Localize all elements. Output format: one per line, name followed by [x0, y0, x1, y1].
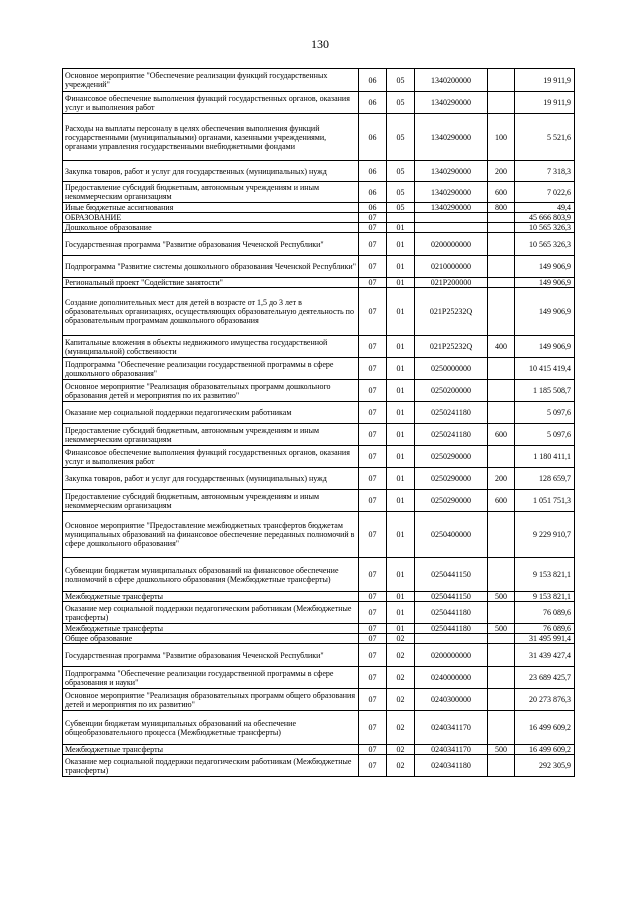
row-subsection: 02	[387, 689, 415, 711]
row-amount: 149 906,9	[515, 288, 575, 336]
row-subsection: 02	[387, 634, 415, 644]
row-name: Подпрограмма "Развитие системы дошкольного образования Чеченской Республики"	[63, 256, 359, 278]
row-amount: 9 153 821,1	[515, 592, 575, 602]
row-expense-type	[488, 233, 515, 256]
row-expense-type: 500	[488, 592, 515, 602]
row-name: Закупка товаров, работ и услуг для государственных (муниципальных) нужд	[63, 161, 359, 182]
table-row	[63, 114, 575, 161]
row-name: Основное мероприятие "Обеспечение реализации функций государственных учреждений"	[63, 69, 359, 92]
row-subsection: 01	[387, 233, 415, 256]
table-row	[63, 512, 575, 558]
row-expense-type	[488, 288, 515, 336]
row-target-article: 1340290000	[415, 161, 488, 182]
row-expense-type: 500	[488, 624, 515, 634]
row-target-article: 021P200000	[415, 278, 488, 288]
row-amount: 7 022,6	[515, 182, 575, 203]
row-amount: 149 906,9	[515, 336, 575, 358]
row-target-article: 0240000000	[415, 667, 488, 689]
row-name: Оказание мер социальной поддержки педагогическим работникам	[63, 402, 359, 424]
table-row	[63, 182, 575, 203]
row-amount: 10 415 419,4	[515, 358, 575, 380]
table-row	[63, 490, 575, 512]
row-expense-type	[488, 402, 515, 424]
row-expense-type	[488, 223, 515, 233]
row-expense-type	[488, 380, 515, 402]
row-expense-type: 600	[488, 424, 515, 446]
budget-table	[62, 68, 575, 777]
row-subsection: 02	[387, 745, 415, 755]
row-amount: 49,4	[515, 203, 575, 213]
row-subsection: 02	[387, 667, 415, 689]
row-expense-type: 600	[488, 490, 515, 512]
row-amount: 76 089,6	[515, 624, 575, 634]
row-target-article: 0240341170	[415, 745, 488, 755]
row-subsection: 01	[387, 624, 415, 634]
row-expense-type	[488, 213, 515, 223]
row-section: 07	[359, 644, 387, 667]
table-row	[63, 288, 575, 336]
row-name: Предоставление субсидий бюджетным, автономным учреждениям и иным некоммерческим организациям	[63, 424, 359, 446]
row-expense-type	[488, 644, 515, 667]
row-target-article: 0250200000	[415, 380, 488, 402]
row-amount: 31 439 427,4	[515, 644, 575, 667]
row-target-article: 0250241180	[415, 402, 488, 424]
row-target-article: 0210000000	[415, 256, 488, 278]
row-amount: 76 089,6	[515, 602, 575, 624]
row-section: 07	[359, 592, 387, 602]
row-expense-type	[488, 278, 515, 288]
row-section: 06	[359, 182, 387, 203]
row-subsection: 01	[387, 256, 415, 278]
row-section: 07	[359, 336, 387, 358]
table-row	[63, 689, 575, 711]
row-expense-type	[488, 689, 515, 711]
row-subsection: 05	[387, 92, 415, 114]
row-section: 07	[359, 278, 387, 288]
row-expense-type	[488, 358, 515, 380]
table-row	[63, 92, 575, 114]
row-target-article: 0200000000	[415, 644, 488, 667]
row-target-article	[415, 213, 488, 223]
table-row	[63, 711, 575, 745]
table-row	[63, 256, 575, 278]
row-target-article	[415, 223, 488, 233]
row-name: Расходы на выплаты персоналу в целях обеспечения выполнения функций государственными (муниципальными) органами, казенными учреждениями, органами управления государственными внебюджетными фондами	[63, 114, 359, 161]
row-section: 07	[359, 602, 387, 624]
row-subsection: 05	[387, 161, 415, 182]
table-row	[63, 667, 575, 689]
table-row	[63, 161, 575, 182]
table-row	[63, 558, 575, 592]
row-subsection: 02	[387, 755, 415, 777]
row-section: 07	[359, 711, 387, 745]
row-section: 07	[359, 233, 387, 256]
row-subsection: 05	[387, 114, 415, 161]
table-row	[63, 468, 575, 490]
row-amount: 9 153 821,1	[515, 558, 575, 592]
row-section: 07	[359, 755, 387, 777]
row-name: Основное мероприятие "Реализация образовательных программ общего образования детей и мероприятия по их развитию"	[63, 689, 359, 711]
row-amount: 19 911,9	[515, 92, 575, 114]
row-amount: 292 305,9	[515, 755, 575, 777]
table-row	[63, 402, 575, 424]
row-expense-type	[488, 711, 515, 745]
row-target-article: 0250400000	[415, 512, 488, 558]
row-subsection: 01	[387, 558, 415, 592]
row-section: 07	[359, 689, 387, 711]
row-name: Субвенции бюджетам муниципальных образований на обеспечение общеобразовательного процесса (Межбюджетные трансферты)	[63, 711, 359, 745]
row-amount: 23 689 425,7	[515, 667, 575, 689]
row-name: Основное мероприятие "Предоставление межбюджетных трансфертов бюджетам муниципальных образований на финансовое обеспечение переданных полномочий в сфере дошкольного образования"	[63, 512, 359, 558]
row-expense-type: 200	[488, 468, 515, 490]
row-subsection	[387, 213, 415, 223]
row-amount: 149 906,9	[515, 256, 575, 278]
row-section: 06	[359, 161, 387, 182]
table-row	[63, 446, 575, 468]
row-amount: 20 273 876,3	[515, 689, 575, 711]
row-expense-type	[488, 512, 515, 558]
row-amount: 5 521,6	[515, 114, 575, 161]
row-target-article: 0250000000	[415, 358, 488, 380]
table-row	[63, 223, 575, 233]
row-expense-type: 400	[488, 336, 515, 358]
table-row	[63, 755, 575, 777]
row-expense-type	[488, 634, 515, 644]
row-name: Создание дополнительных мест для детей в возрасте от 1,5 до 3 лет в образовательных организациях, осуществляющих образовательную деятельность по образовательным программам дошкольного образования	[63, 288, 359, 336]
row-target-article: 0250441150	[415, 558, 488, 592]
row-subsection: 05	[387, 203, 415, 213]
table-row	[63, 203, 575, 213]
table-row	[63, 424, 575, 446]
row-subsection: 01	[387, 358, 415, 380]
row-subsection: 01	[387, 468, 415, 490]
row-section: 06	[359, 203, 387, 213]
row-target-article: 021P25232Q	[415, 288, 488, 336]
row-target-article: 0250290000	[415, 468, 488, 490]
row-section: 07	[359, 446, 387, 468]
row-name: Общее образование	[63, 634, 359, 644]
row-expense-type	[488, 256, 515, 278]
row-subsection: 01	[387, 446, 415, 468]
table-row	[63, 624, 575, 634]
table-row	[63, 602, 575, 624]
row-amount: 1 185 508,7	[515, 380, 575, 402]
table-row	[63, 745, 575, 755]
table-row	[63, 358, 575, 380]
row-name: Государственная программа "Развитие образования Чеченской Республики"	[63, 233, 359, 256]
row-name: Оказание мер социальной поддержки педагогическим работникам (Межбюджетные трансферты)	[63, 755, 359, 777]
table-row	[63, 644, 575, 667]
row-subsection: 01	[387, 288, 415, 336]
row-target-article: 1340290000	[415, 203, 488, 213]
row-expense-type	[488, 92, 515, 114]
row-section: 07	[359, 424, 387, 446]
row-subsection: 01	[387, 592, 415, 602]
row-expense-type	[488, 558, 515, 592]
row-target-article: 0240341180	[415, 755, 488, 777]
row-name: Предоставление субсидий бюджетным, автономным учреждениям и иным некоммерческим организациям	[63, 182, 359, 203]
row-name: Подпрограмма "Обеспечение реализации государственной программы в сфере дошкольного образования"	[63, 358, 359, 380]
row-expense-type: 500	[488, 745, 515, 755]
row-amount: 10 565 326,3	[515, 223, 575, 233]
row-section: 07	[359, 288, 387, 336]
row-name: Региональный проект "Содействие занятости"	[63, 278, 359, 288]
table-row	[63, 213, 575, 223]
row-expense-type: 100	[488, 114, 515, 161]
table-row	[63, 380, 575, 402]
row-name: Закупка товаров, работ и услуг для государственных (муниципальных) нужд	[63, 468, 359, 490]
row-name: Предоставление субсидий бюджетным, автономным учреждениям и иным некоммерческим организациям	[63, 490, 359, 512]
row-expense-type: 200	[488, 161, 515, 182]
row-amount: 1 180 411,1	[515, 446, 575, 468]
row-name: Капитальные вложения в объекты недвижимого имущества государственной (муниципальной) собственности	[63, 336, 359, 358]
row-amount: 7 318,3	[515, 161, 575, 182]
row-expense-type	[488, 667, 515, 689]
row-amount: 16 499 609,2	[515, 745, 575, 755]
row-subsection: 01	[387, 402, 415, 424]
table-row	[63, 634, 575, 644]
row-amount: 1 051 751,3	[515, 490, 575, 512]
row-target-article: 1340290000	[415, 182, 488, 203]
row-subsection: 01	[387, 424, 415, 446]
row-amount: 128 659,7	[515, 468, 575, 490]
row-section: 07	[359, 490, 387, 512]
row-section: 07	[359, 223, 387, 233]
row-amount: 16 499 609,2	[515, 711, 575, 745]
row-target-article: 021P25232Q	[415, 336, 488, 358]
row-section: 07	[359, 512, 387, 558]
row-name: Дошкольное образование	[63, 223, 359, 233]
row-expense-type: 600	[488, 182, 515, 203]
row-subsection: 01	[387, 336, 415, 358]
row-target-article: 0250441180	[415, 602, 488, 624]
row-target-article: 1340290000	[415, 114, 488, 161]
row-name: Иные бюджетные ассигнования	[63, 203, 359, 213]
row-expense-type	[488, 755, 515, 777]
row-subsection: 01	[387, 512, 415, 558]
row-section: 07	[359, 558, 387, 592]
row-name: Субвенции бюджетам муниципальных образований на финансовое обеспечение полномочий в сфере дошкольного образования (Межбюджетные трансферты)	[63, 558, 359, 592]
row-subsection: 01	[387, 490, 415, 512]
row-section: 06	[359, 114, 387, 161]
row-name: Подпрограмма "Обеспечение реализации государственной программы в сфере образования и науки"	[63, 667, 359, 689]
row-subsection: 01	[387, 380, 415, 402]
row-target-article: 0250290000	[415, 446, 488, 468]
row-section: 06	[359, 92, 387, 114]
row-amount: 31 495 991,4	[515, 634, 575, 644]
row-amount: 10 565 326,3	[515, 233, 575, 256]
row-target-article: 0240341170	[415, 711, 488, 745]
row-amount: 9 229 910,7	[515, 512, 575, 558]
row-section: 07	[359, 380, 387, 402]
row-amount: 5 097,6	[515, 424, 575, 446]
row-amount: 149 906,9	[515, 278, 575, 288]
row-name: Финансовое обеспечение выполнения функций государственных органов, оказания услуг и выполнения работ	[63, 446, 359, 468]
row-section: 06	[359, 69, 387, 92]
row-target-article: 0200000000	[415, 233, 488, 256]
row-amount: 19 911,9	[515, 69, 575, 92]
row-section: 07	[359, 468, 387, 490]
row-subsection: 01	[387, 602, 415, 624]
table-row	[63, 69, 575, 92]
table-row	[63, 592, 575, 602]
row-target-article: 0250241180	[415, 424, 488, 446]
row-subsection: 05	[387, 182, 415, 203]
row-target-article: 0250441180	[415, 624, 488, 634]
row-expense-type	[488, 69, 515, 92]
row-name: Межбюджетные трансферты	[63, 745, 359, 755]
row-target-article: 1340200000	[415, 69, 488, 92]
table-row	[63, 336, 575, 358]
page-number: 130	[311, 37, 329, 51]
row-section: 07	[359, 402, 387, 424]
row-section: 07	[359, 624, 387, 634]
row-section: 07	[359, 745, 387, 755]
row-name: Финансовое обеспечение выполнения функций государственных органов, оказания услуг и выполнения работ	[63, 92, 359, 114]
row-amount: 45 666 803,9	[515, 213, 575, 223]
table-row	[63, 278, 575, 288]
row-section: 07	[359, 634, 387, 644]
row-target-article	[415, 634, 488, 644]
row-name: Государственная программа "Развитие образования Чеченской Республики"	[63, 644, 359, 667]
row-name: Межбюджетные трансферты	[63, 592, 359, 602]
row-target-article: 0250441150	[415, 592, 488, 602]
row-section: 07	[359, 213, 387, 223]
row-name: Оказание мер социальной поддержки педагогическим работникам (Межбюджетные трансферты)	[63, 602, 359, 624]
row-expense-type: 800	[488, 203, 515, 213]
row-target-article: 0240300000	[415, 689, 488, 711]
row-subsection: 02	[387, 711, 415, 745]
row-target-article: 0250290000	[415, 490, 488, 512]
row-subsection: 02	[387, 644, 415, 667]
row-section: 07	[359, 256, 387, 278]
table-row	[63, 233, 575, 256]
row-expense-type	[488, 602, 515, 624]
row-subsection: 05	[387, 69, 415, 92]
row-name: Основное мероприятие "Реализация образовательных программ дошкольного образования детей и мероприятия по их развитию"	[63, 380, 359, 402]
row-section: 07	[359, 358, 387, 380]
row-amount: 5 097,6	[515, 402, 575, 424]
row-name: Межбюджетные трансферты	[63, 624, 359, 634]
row-expense-type	[488, 446, 515, 468]
row-subsection: 01	[387, 223, 415, 233]
row-subsection: 01	[387, 278, 415, 288]
row-target-article: 1340290000	[415, 92, 488, 114]
row-name: ОБРАЗОВАНИЕ	[63, 213, 359, 223]
row-section: 07	[359, 667, 387, 689]
